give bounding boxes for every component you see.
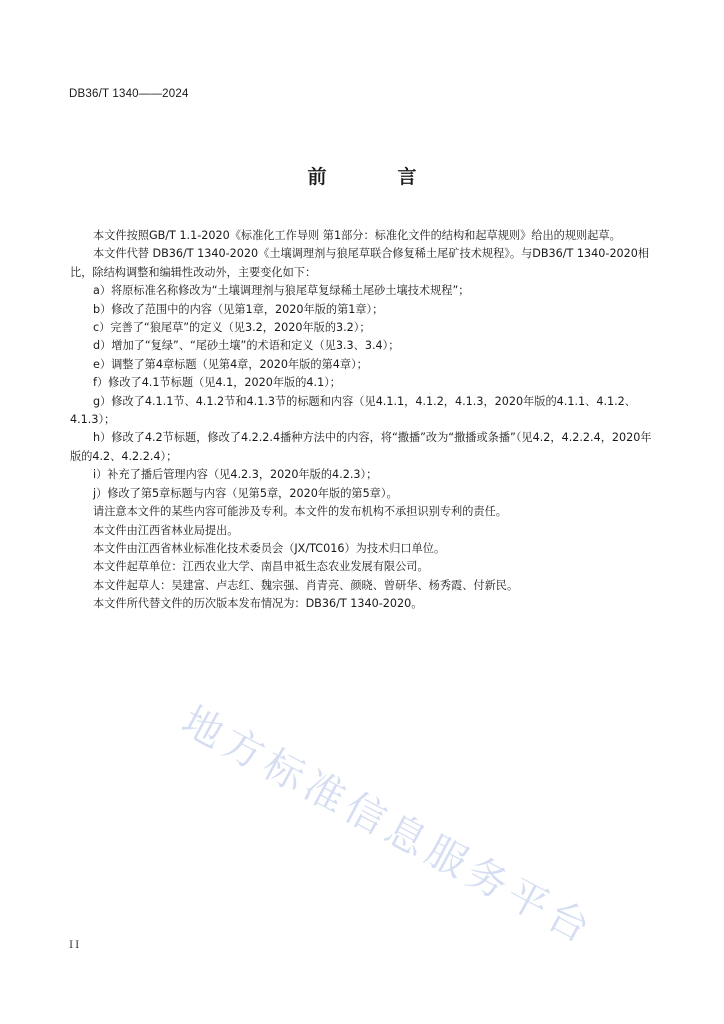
paragraph: 本文件按照GB/T 1.1-2020《标准化工作导则 第1部分：标准化文件的结构和起草规则》给出的规则起草。 [93,229,621,242]
paragraph: 请注意本文件的某些内容可能涉及专利。本文件的发布机构不承担识别专利的责任。 [93,505,507,519]
change-list-item: e）调整了第4章标题（见第4章，2020年版的第4章）； [93,357,368,371]
change-list-item: a）将原标准名称修改为“土壤调理剂与狼尾草复绿稀土尾砂土壤技术规程”； [93,284,470,298]
document-code: DB36/T 1340——2024 [69,88,189,100]
paragraph: 本文件起草单位：江西农业大学、南昌申祗生态农业发展有限公司。 [93,560,429,574]
change-list-item: h）修改了4.2节标题，修改了4.2.2.4播种方法中的内容，将“撒播”改为“撒播或条播”（见4.2，4.2.2.4，2020年版的4.2、4.2.2.4）； [70,431,652,463]
change-list-item: d）增加了“复绿”、“尾砂土壤”的术语和定义（见3.3、3.4）； [93,339,400,353]
page-title: 前 言 [307,166,443,188]
change-list-item: i）补充了播后管理内容（见4.2.3，2020年版的4.2.3）； [93,468,378,482]
change-list-item: g）修改了4.1.1节、4.1.2节和4.1.3节的标题和内容（见4.1.1，4.1.2，4.1.3，2020年版的4.1.1、4.1.2、4.1.3）； [70,394,636,427]
page-number: II [69,939,82,951]
paragraph: 本文件由江西省林业标准化技术委员会（JX/TC016）为技术归口单位。 [93,541,446,555]
paragraph: 本文件所代替文件的历次版本发布情况为：DB36/T 1340-2020。 [93,597,423,611]
change-list-item: j）修改了第5章标题与内容（见第5章，2020年版的第5章）。 [93,486,398,500]
paragraph: 本文件起草人：吴建富、卢志红、魏宗强、肖青亮、颜晓、曾研华、杨秀霞、付新民。 [93,578,519,592]
change-list-item: f）修改了4.1节标题（见4.1，2020年版的4.1）； [93,376,341,390]
paragraph: 本文件由江西省林业局提出。 [93,523,239,537]
document-body [70,227,660,614]
change-list-item: b）修改了范围中的内容（见第1章，2020年版的第1章）； [93,302,384,316]
paragraph: 本文件代替 DB36/T 1340-2020《土壤调理剂与狼尾草联合修复稀土尾矿技术规程》。与DB36/T 1340-2020相比，除结构调整和编辑性改动外，主要变化如下： [70,247,650,279]
change-list-item: c）完善了“狼尾草”的定义（见3.2，2020年版的3.2）； [93,321,371,335]
watermark-text: 地方标准信息服务平台 [174,697,602,955]
